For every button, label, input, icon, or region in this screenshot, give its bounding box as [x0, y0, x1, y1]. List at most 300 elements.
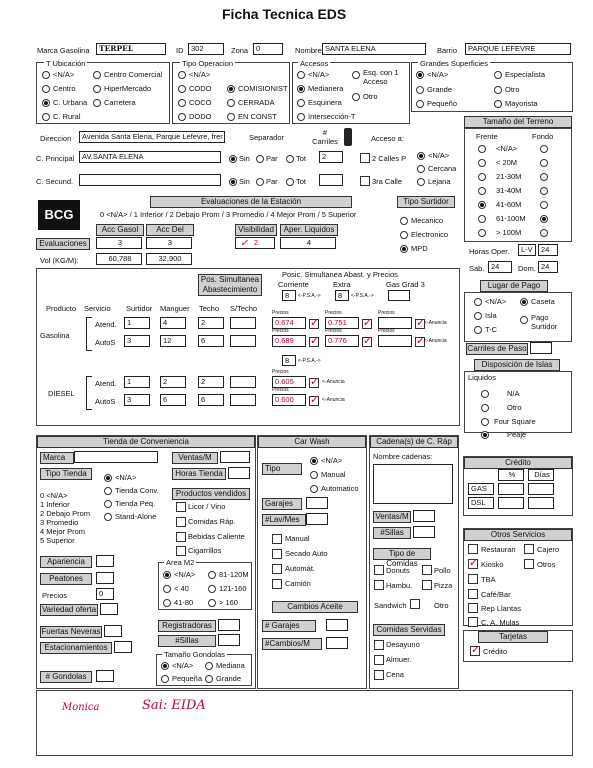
terreno-fondo-radio[interactable]: [540, 187, 548, 195]
vol-gas-field[interactable]: 60,788: [96, 253, 142, 265]
area-gt160-label: > 160: [219, 598, 238, 607]
registradoras-field[interactable]: [218, 619, 240, 631]
cw-manual-chk-label: Manual: [285, 534, 310, 543]
otros-cajero-checkbox[interactable]: [524, 544, 534, 554]
sep-sin-label: Sin: [239, 154, 250, 163]
cadenas-ventas-field[interactable]: [413, 510, 435, 522]
gas-autos-cell[interactable]: 6: [198, 335, 224, 347]
area-120-radio[interactable]: [208, 571, 216, 579]
tienda-tipo-label: Tipo Tienda: [40, 468, 92, 480]
vol-del-field[interactable]: 32,900: [146, 253, 192, 265]
carwash-title: Car Wash: [258, 436, 366, 448]
extra-psa: <-P.S.A.->: [351, 293, 374, 299]
corriente-label: Corriente: [278, 280, 309, 289]
anuncia-label: <-Anuncia: [424, 338, 447, 344]
die-atend-cell[interactable]: 2: [198, 376, 224, 388]
prod-licor-checkbox[interactable]: [176, 502, 186, 512]
sep-tot-radio[interactable]: [286, 155, 294, 163]
sep2-tot-radio[interactable]: [286, 178, 294, 186]
price-field[interactable]: [378, 335, 412, 347]
islas-four-radio[interactable]: [481, 418, 489, 426]
islas-peaje-label: Peaje: [507, 430, 527, 439]
islas-na-radio[interactable]: [481, 390, 489, 398]
sep2-tot-label: Tot: [296, 177, 307, 186]
apariencia-label: Apariencia: [40, 556, 92, 568]
cw-automat-checkbox[interactable]: [272, 564, 282, 574]
islas-otro-label: Otro: [507, 403, 522, 412]
otros-llantas-checkbox[interactable]: [468, 603, 478, 613]
otros-title: Otros Servicios: [464, 529, 572, 541]
credito-dsl-label: DSL: [468, 497, 494, 509]
islas-peaje-radio[interactable]: [481, 431, 489, 439]
tienda-sillas-label: #Sillas: [158, 635, 216, 647]
marca-field[interactable]: TERPEL: [96, 43, 166, 55]
sep-par-radio[interactable]: [256, 155, 264, 163]
calles-p-label: 2 Calles P: [372, 154, 407, 163]
acc-medianera-radio[interactable]: [297, 85, 305, 93]
note-monica: Monica: [62, 702, 100, 713]
visibilidad-field[interactable]: 2: [235, 237, 275, 249]
garajes-label: Garajes: [262, 498, 302, 510]
corr-pos-field[interactable]: 8: [282, 290, 296, 301]
op-codo-radio[interactable]: [178, 85, 186, 93]
acc-esquinera-radio[interactable]: [297, 99, 305, 107]
acceso-cercana-label: Cercana: [428, 164, 457, 173]
sep2-sin-radio[interactable]: [229, 178, 237, 186]
direccion-field[interactable]: Avenida Santa Elena, Parque Lefevre, frer: [79, 131, 225, 143]
tienda-sillas-field[interactable]: [218, 634, 240, 646]
horas-lv-value[interactable]: 24: [538, 244, 558, 256]
tienda-horas-field[interactable]: [228, 467, 250, 479]
tienda-marca-field[interactable]: [74, 451, 158, 463]
carriles-label: # Carriles: [312, 128, 338, 146]
price-field[interactable]: 0.600: [272, 394, 306, 406]
terreno-fondo-radio[interactable]: [540, 173, 548, 181]
barrio-field[interactable]: PARQUE LEFEVRE: [465, 43, 571, 55]
horas-sab-field[interactable]: 24: [488, 261, 512, 273]
barrio-label: Barrio: [437, 46, 458, 55]
cw-manual-label: Manual: [321, 470, 346, 479]
vis-mark: ✓: [240, 238, 249, 249]
area-gt160-radio[interactable]: [208, 599, 216, 607]
pos-sim-abast: Posic. Simultanea Abast. y Precios: [282, 270, 398, 279]
zona-field[interactable]: 0: [253, 43, 283, 55]
price-field[interactable]: 0.689: [272, 335, 306, 347]
op-coco-radio[interactable]: [178, 99, 186, 107]
area-title: Area M2: [166, 558, 195, 567]
op-dodo-label: DODO: [189, 112, 212, 121]
grandes-especialista-label: Especialista: [505, 70, 546, 79]
nombre-field[interactable]: SANTA ELENA: [322, 43, 426, 55]
horas-sab-label: Sab.: [469, 264, 485, 273]
die-atend-cell[interactable]: 2: [160, 376, 186, 388]
s-techo-col: S/Techo: [230, 304, 258, 313]
gasolina-label: Gasolina: [40, 331, 70, 340]
surt-mecanico-radio[interactable]: [400, 217, 408, 225]
tienda-peq-label: Tienda Peq.: [115, 499, 156, 508]
otros-tba-checkbox[interactable]: [468, 574, 478, 584]
grandes-na-radio[interactable]: [416, 71, 424, 79]
carriles-field[interactable]: 2: [319, 151, 343, 163]
pago-caseta-radio[interactable]: [520, 298, 528, 306]
grandes-otro-label: Otro: [505, 85, 520, 94]
ncambios-field[interactable]: [326, 637, 348, 649]
gond-peq-radio[interactable]: [161, 675, 169, 683]
aper-liq-header: Aper. Liquidos: [280, 224, 338, 236]
carriles-paso-field[interactable]: [530, 342, 552, 354]
ngarajes-field[interactable]: [326, 619, 348, 631]
ubicacion-rural-radio[interactable]: [42, 113, 50, 121]
acc-esq1-radio[interactable]: [352, 71, 360, 79]
anuncia-label: <-Anuncia: [322, 397, 345, 403]
gond-peq-label: Pequeña: [172, 674, 203, 683]
lav-field[interactable]: [306, 513, 328, 525]
otros-cafe-label: Café/Bar: [481, 590, 511, 599]
terreno-frente-radio[interactable]: [478, 159, 486, 167]
cadenas-title: Cadena(s) de C. Ráp: [370, 436, 458, 448]
servida-desayuno-label: Desayuno: [386, 640, 420, 649]
servida-almuer-checkbox[interactable]: [374, 655, 384, 665]
surt-mpd-radio[interactable]: [400, 245, 408, 253]
die-autos-cell[interactable]: [230, 394, 256, 406]
otros-otros-checkbox[interactable]: [524, 559, 534, 569]
tienda-horas-label: Horas Tienda: [172, 468, 226, 480]
surt-mecanico-label: Mecanico: [411, 216, 444, 225]
anuncia-checkbox[interactable]: [362, 319, 372, 329]
fuertas-field[interactable]: [104, 625, 122, 637]
id-field[interactable]: 302: [188, 43, 224, 55]
producto-col: Producto: [46, 304, 77, 313]
ubicacion-urbana-radio[interactable]: [42, 99, 50, 107]
grandes-especialista-radio[interactable]: [494, 71, 502, 79]
ubicacion-hiper-radio[interactable]: [93, 85, 101, 93]
islas-otro-radio[interactable]: [481, 404, 489, 412]
estacionamientos-field[interactable]: [114, 641, 132, 653]
credito-title: Crédito: [464, 457, 572, 469]
surt-electronico-label: Electronico: [411, 230, 449, 239]
precios-field[interactable]: 0: [96, 588, 114, 600]
tienda-na-radio[interactable]: [104, 474, 112, 482]
price-field[interactable]: 0.776: [325, 335, 359, 347]
otros-llantas-label: Rep Llantas: [481, 604, 522, 613]
calles-p-checkbox[interactable]: [360, 153, 370, 163]
tienda-scale-0: 0 <N/A>: [40, 491, 68, 500]
terreno-fondo-radio[interactable]: [540, 145, 548, 153]
sep-par-label: Par: [266, 154, 278, 163]
ubicacion-cc-radio[interactable]: [93, 71, 101, 79]
otros-kiosko-checkbox[interactable]: [468, 559, 478, 569]
acc-otro-radio[interactable]: [352, 93, 360, 101]
apariencia-field[interactable]: [96, 555, 114, 567]
acc-intersec-radio[interactable]: [297, 113, 305, 121]
comida-sandwich-checkbox[interactable]: [410, 599, 420, 609]
corr-psa: <-P.S.A.->: [298, 293, 321, 299]
otros-restauran-checkbox[interactable]: [468, 544, 478, 554]
pago-tc-label: T-C: [485, 325, 498, 334]
grandes-na-label: <N/A>: [427, 70, 449, 79]
comida-pollo-label: Pollo: [434, 566, 451, 575]
terreno-frente-radio[interactable]: [478, 187, 486, 195]
acc-medianera-label: Medianera: [308, 84, 344, 93]
op-dodo-radio[interactable]: [178, 113, 186, 121]
terreno-fondo-radio[interactable]: [540, 159, 548, 167]
carriles2-field[interactable]: [319, 174, 343, 186]
gas-brace: [86, 317, 92, 351]
area-40-label: < 40: [174, 584, 189, 593]
terreno-title: Tamaño del Terreno: [464, 116, 572, 128]
terreno-frente-radio[interactable]: [478, 229, 486, 237]
terreno-frente-radio[interactable]: [478, 145, 486, 153]
gas-autos-label: AutoS: [95, 338, 116, 347]
tienda-ventas-field[interactable]: [220, 451, 250, 463]
grandes-grande-radio[interactable]: [416, 86, 424, 94]
credito-gas-dias[interactable]: [528, 483, 554, 495]
peatones-field[interactable]: [96, 572, 114, 584]
cw-na-radio[interactable]: [310, 457, 318, 465]
gas-atend-cell[interactable]: 4: [160, 317, 186, 329]
grandes-otro-radio[interactable]: [494, 86, 502, 94]
gas-autos-cell[interactable]: 3: [124, 335, 150, 347]
sep2-sin-label: Sin: [239, 177, 250, 186]
tercera-calle-checkbox[interactable]: [360, 176, 370, 186]
principal-label: C. Principal: [36, 154, 75, 163]
cw-manual-radio[interactable]: [310, 471, 318, 479]
comida-otro-label: Otro: [434, 601, 449, 610]
tarjetas-title: Tarjetas: [478, 631, 548, 643]
terreno-fondo-radio[interactable]: [540, 229, 548, 237]
notes-box: [36, 690, 573, 756]
aper-liq-field[interactable]: 4: [280, 237, 336, 249]
anuncia-label: <-Anuncia: [322, 379, 345, 385]
terreno-option-label: 31-40M: [496, 186, 522, 195]
acceso-na-radio[interactable]: [417, 152, 425, 160]
price-field[interactable]: 0.605: [272, 376, 306, 388]
die-autos-cell[interactable]: 6: [198, 394, 224, 406]
grandes-grande-label: Grande: [427, 85, 453, 94]
op-na-radio[interactable]: [178, 71, 186, 79]
gas-autos-cell[interactable]: 12: [160, 335, 186, 347]
terreno-fondo-radio[interactable]: [540, 201, 548, 209]
area-na-radio[interactable]: [163, 571, 171, 579]
cw-auto-radio[interactable]: [310, 485, 318, 493]
tarjetas-credito-checkbox[interactable]: [470, 646, 480, 656]
op-codo-label: CODO: [189, 84, 212, 93]
ubicacion-centro-radio[interactable]: [42, 85, 50, 93]
acc-na-radio[interactable]: [297, 71, 305, 79]
op-comisionista-radio[interactable]: [227, 85, 235, 93]
id-label: ID: [176, 46, 184, 55]
tienda-stand-radio[interactable]: [104, 513, 112, 521]
op-enconst-radio[interactable]: [227, 113, 235, 121]
servida-almuer-label: Almuer.: [386, 655, 412, 664]
sep2-par-radio[interactable]: [256, 178, 264, 186]
terreno-frente-radio[interactable]: [478, 173, 486, 181]
grandes-pequeno-radio[interactable]: [416, 100, 424, 108]
gas3-pos-field[interactable]: [388, 290, 410, 301]
prod-cigarrillos-checkbox[interactable]: [176, 546, 186, 556]
secund-field[interactable]: [79, 174, 221, 186]
die-atend-cell[interactable]: 1: [124, 376, 150, 388]
acc-gas-field[interactable]: 3: [96, 237, 142, 249]
variedad-field[interactable]: [100, 603, 118, 615]
acceso-a-label: Acceso a:: [371, 134, 404, 143]
sep-sin-radio[interactable]: [229, 155, 237, 163]
comida-donuts-checkbox[interactable]: [374, 565, 384, 575]
gas-atend-label: Atend.: [95, 320, 117, 329]
bcg-logo: BCG: [38, 200, 80, 230]
carwash-tipo-label: Tipo: [262, 463, 302, 475]
acceso-na-label: <N/A>: [428, 151, 450, 160]
die-autos-cell[interactable]: 6: [160, 394, 186, 406]
techo-col: Techo: [199, 304, 220, 313]
gas-atend-cell[interactable]: [230, 317, 256, 329]
pago-tc-radio[interactable]: [474, 326, 482, 334]
servida-cena-checkbox[interactable]: [374, 670, 384, 680]
cadenas-sillas-field[interactable]: [413, 526, 435, 538]
comida-pollo-checkbox[interactable]: [422, 565, 432, 575]
die-atend-cell[interactable]: [230, 376, 256, 388]
cw-secado-checkbox[interactable]: [272, 549, 282, 559]
die-autos-label: AutoS: [95, 397, 116, 406]
tienda-scale-2: 2 Debajo Prom: [40, 509, 91, 518]
gas-atend-cell[interactable]: 1: [124, 317, 150, 329]
gond-med-label: Mediana: [216, 661, 245, 670]
gondolas-field[interactable]: [96, 670, 114, 682]
prod-bebidas-checkbox[interactable]: [176, 532, 186, 542]
tienda-title: Tienda de Conveniencia: [37, 436, 255, 448]
precios-label: Precios: [378, 328, 395, 334]
comidas-servidas-title: Comidas Servidas: [373, 624, 445, 636]
prod-comidas-checkbox[interactable]: [176, 517, 186, 527]
area-120-label: 81-120M: [219, 570, 249, 579]
gas-atend-cell[interactable]: 2: [198, 317, 224, 329]
extra-label: Extra: [333, 280, 351, 289]
terreno-frente-radio[interactable]: [478, 215, 486, 223]
area-160-radio[interactable]: [208, 585, 216, 593]
comida-hambu-label: Hambu.: [386, 581, 413, 590]
evaluaciones-scale: 0 <N/A> / 1 Inferior / 2 Debajo Prom / 3 Promedio / 4 Mejor Prom / 5 Superior: [100, 210, 357, 219]
extra-pos-field[interactable]: 8: [335, 290, 349, 301]
pago-na-radio[interactable]: [474, 298, 482, 306]
pago-isla-radio[interactable]: [474, 312, 482, 320]
horas-lv-field[interactable]: L-V: [518, 244, 536, 256]
ubicacion-na-label: <N/A>: [53, 70, 75, 79]
horas-dom-field[interactable]: 24: [538, 261, 558, 273]
acceso-lejana-radio[interactable]: [417, 178, 425, 186]
prod-bebidas-label: Bebidas Caliente: [188, 532, 245, 541]
credito-pct-header: %: [498, 469, 524, 481]
cw-manual-checkbox[interactable]: [272, 534, 282, 544]
terreno-option-label: <N/A>: [496, 144, 518, 153]
cambios-title: Cambios Aceite: [272, 601, 358, 613]
cadenas-ventas-label: Ventas/M: [373, 511, 411, 523]
secund-label: C. Secund.: [36, 177, 74, 186]
pago-surtidor-radio[interactable]: [520, 316, 528, 324]
sep-tot-label: Tot: [296, 154, 307, 163]
anuncia-checkbox[interactable]: [309, 396, 319, 406]
horas-label: Horas Oper.: [469, 247, 510, 256]
credito-gas-pct[interactable]: [498, 483, 524, 495]
gond-na-radio[interactable]: [161, 662, 169, 670]
terreno-option-label: 61-100M: [496, 214, 526, 223]
grandes-mayorista-radio[interactable]: [494, 100, 502, 108]
area-80-radio[interactable]: [163, 599, 171, 607]
tienda-stand-label: Stand-Alone: [115, 512, 157, 521]
credito-dias-header: Días: [528, 469, 554, 481]
anuncia-checkbox[interactable]: [309, 319, 319, 329]
otros-cafe-checkbox[interactable]: [468, 589, 478, 599]
ubicacion-urbana-label: C. Urbana: [53, 98, 88, 107]
die-autos-cell[interactable]: 3: [124, 394, 150, 406]
pago-surtidor-label: Pago Surtidor: [531, 313, 558, 331]
tienda-conv-radio[interactable]: [104, 487, 112, 495]
comida-pizza-checkbox[interactable]: [422, 580, 432, 590]
gas-autos-cell[interactable]: [230, 335, 256, 347]
ubicacion-na-radio[interactable]: [42, 71, 50, 79]
acceso-cercana-radio[interactable]: [417, 165, 425, 173]
area-80-label: 41-80: [174, 598, 194, 607]
comida-hambu-checkbox[interactable]: [374, 580, 384, 590]
direccion-label: Direccion: [40, 134, 72, 143]
gond-med-radio[interactable]: [205, 662, 213, 670]
otros-mulas-checkbox[interactable]: [468, 617, 478, 627]
terreno-option-label: < 20M: [496, 158, 518, 167]
cadenas-nombre-field[interactable]: [373, 464, 453, 504]
price-field[interactable]: 0.674: [272, 317, 306, 329]
otros-kiosko-label: Kiosko: [481, 560, 504, 569]
cw-secado-label: Secado Auto: [285, 549, 328, 558]
cw-camion-label: Camión: [285, 579, 311, 588]
tienda-peq-radio[interactable]: [104, 500, 112, 508]
surt-electronico-radio[interactable]: [400, 231, 408, 239]
terreno-frente-radio[interactable]: [478, 201, 486, 209]
anuncia-checkbox[interactable]: [362, 337, 372, 347]
accesos-title: Accesos: [300, 59, 329, 68]
area-40-radio[interactable]: [163, 585, 171, 593]
acc-del-field[interactable]: 3: [146, 237, 192, 249]
op-cerrada-radio[interactable]: [227, 99, 235, 107]
diesel-brace: [86, 376, 92, 410]
anuncia-checkbox[interactable]: [309, 337, 319, 347]
acc-gas-header: Acc Gasol: [96, 224, 144, 236]
ubicacion-carretera-radio[interactable]: [93, 99, 101, 107]
anuncia-label: <-Anuncia: [424, 320, 447, 326]
anuncia-checkbox[interactable]: [309, 378, 319, 388]
cw-automat-label: Automát.: [285, 564, 316, 573]
op-enconst-label: EN CONST: [238, 112, 277, 121]
ubicacion-carretera-label: Carretera: [104, 98, 136, 107]
credito-dsl-dias[interactable]: [528, 497, 554, 509]
servida-desayuno-checkbox[interactable]: [374, 640, 384, 650]
terreno-fondo-radio[interactable]: [540, 215, 548, 223]
terreno-fondo: Fondo: [532, 132, 554, 141]
principal-field[interactable]: AV.SANTA ELENA: [79, 151, 221, 163]
gond-gra-radio[interactable]: [205, 675, 213, 683]
cw-camion-checkbox[interactable]: [272, 579, 282, 589]
diesel-pos-field[interactable]: 8: [282, 355, 296, 366]
prod-comidas-label: Comidas Ráp.: [188, 517, 236, 526]
ubicacion-centro-label: Centro: [53, 84, 76, 93]
tienda-scale-1: 1 Inferior: [40, 500, 70, 509]
credito-dsl-pct[interactable]: [498, 497, 524, 509]
otros-mulas-label: C. A. Mulas: [481, 618, 520, 627]
acc-na-label: <N/A>: [308, 70, 330, 79]
price-field[interactable]: 0.751: [325, 317, 359, 329]
sep2-par-label: Par: [266, 177, 278, 186]
credito-gas-label: GAS: [468, 483, 494, 495]
garajes-field[interactable]: [306, 497, 328, 509]
fuertas-label: Fuertas Neveras: [41, 627, 101, 636]
